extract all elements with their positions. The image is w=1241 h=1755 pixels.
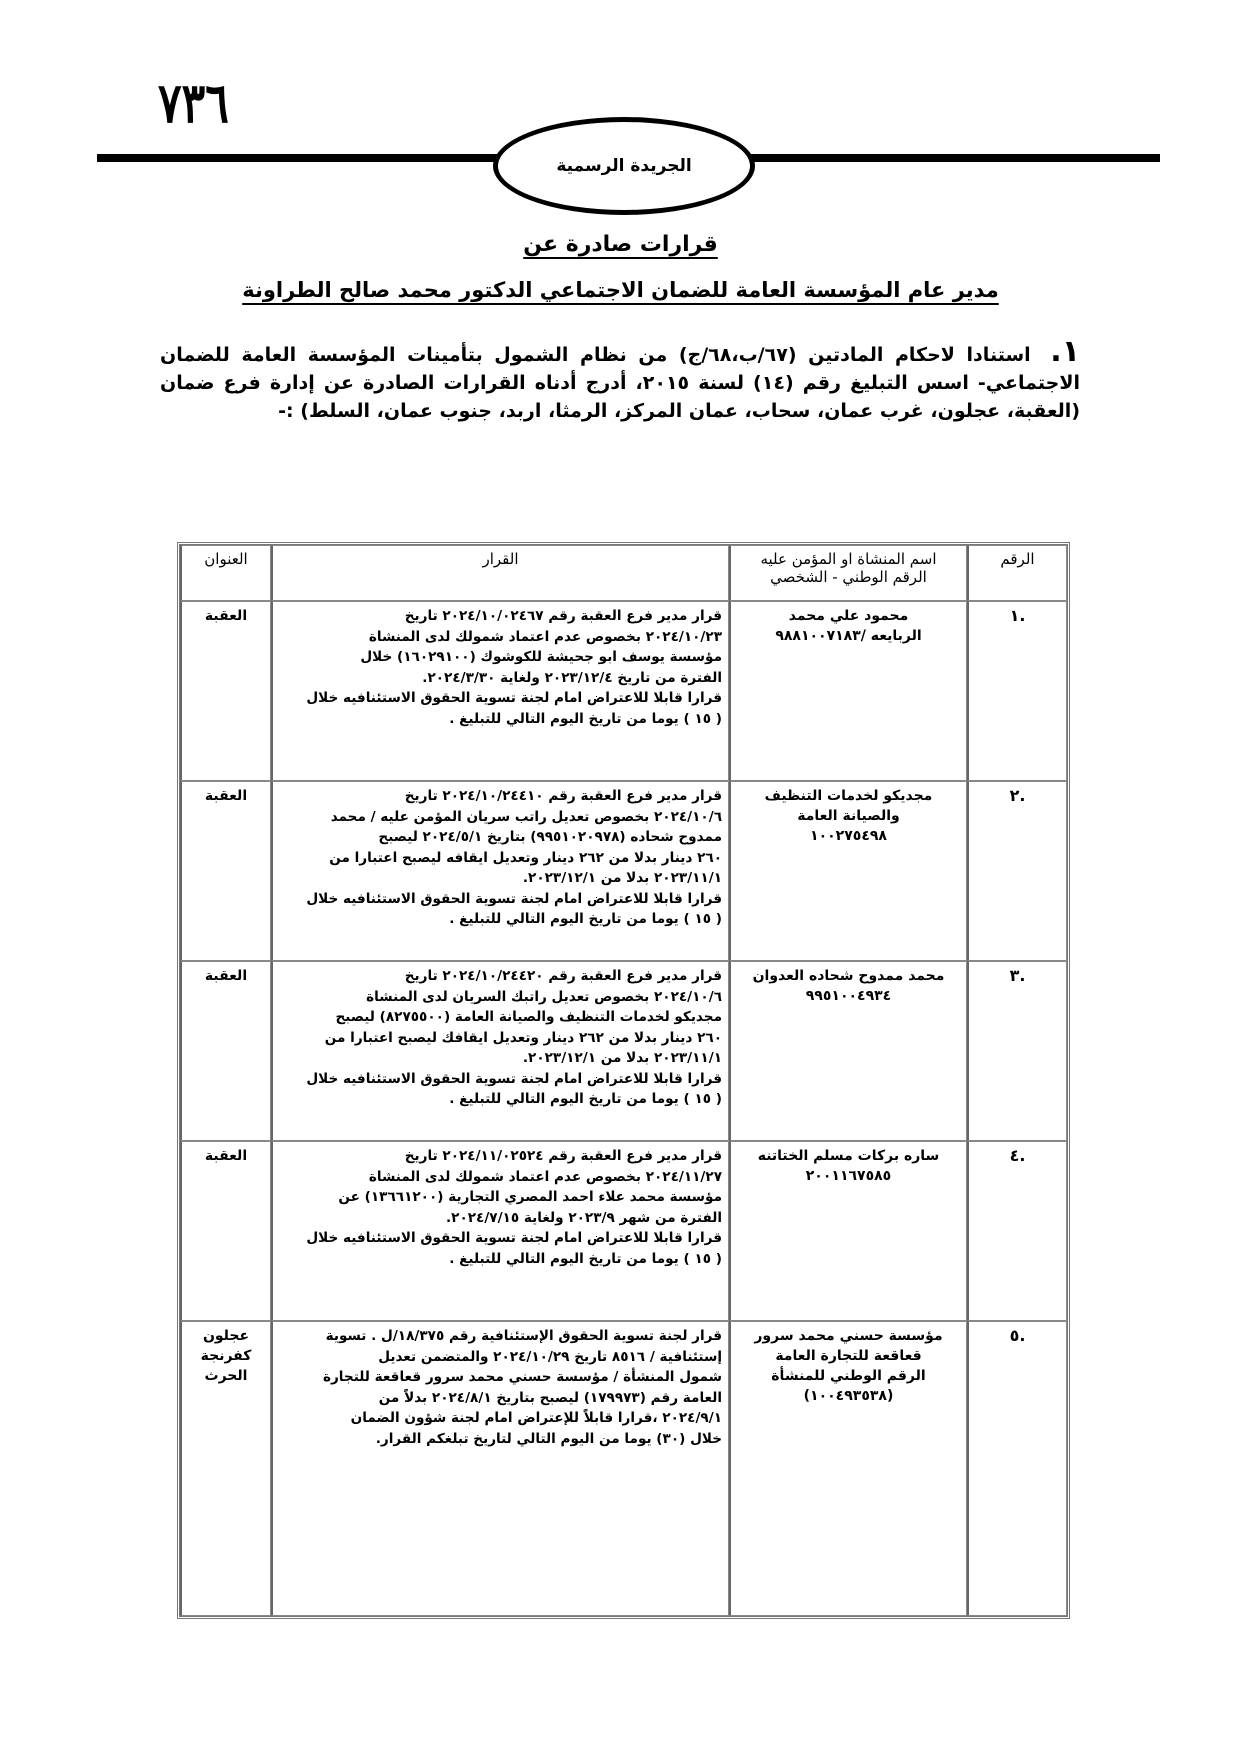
row-address (180, 961, 271, 1141)
decision-text-line: قرارا قابلا للاعتراض امام لجنة تسوية الحقوق الاستئنافيه خلال (306, 1070, 722, 1087)
table-body (180, 601, 1067, 1616)
table-row (180, 1321, 1067, 1616)
decision-text-line: ( ١٥ ) يوما من تاريخ اليوم التالي للتبليغ . (449, 1091, 722, 1107)
header-name-line1: اسم المنشاة او المؤمن عليه (760, 550, 937, 568)
row-address (180, 1321, 271, 1616)
table-row (180, 781, 1067, 961)
row-entity-name (729, 961, 967, 1141)
section-title (0, 232, 1241, 257)
entity-name-line: ساره بركات مسلم الختاتنه (757, 1148, 940, 1164)
row-number: .٥ (967, 1321, 1067, 1616)
row-address (180, 781, 271, 961)
decision-text-line: الفترة من تاريخ ٢٠٢٣/١٢/٤ ولغاية ٢٠٢٤/٣/٣٠. (422, 669, 722, 686)
decision-text-line: قرار مدير فرع العقبة رقم ٢٠٢٤/١١/٠٢٥٢٤ تاريخ (404, 1148, 722, 1164)
page-number: ٧٣٦ (158, 72, 229, 136)
decision-text-line: قرار مدير فرع العقبة رقم ٢٠٢٤/١٠/٢٤٤١٠ تاريخ (404, 788, 722, 804)
row-decision (271, 781, 729, 961)
intro-text: استنادا لاحكام المادتين (٦٧/ب،٦٨/ج) من نظام الشمول بتأمينات المؤسسة العامة للضمان الاجتماعي- اسس التبليغ رقم (١٤) لسنة ٢٠١٥، أدرج أدناه القرارات الصادرة عن إدارة فرع ضمان (العقبة، عجلون، غرب عمان، سحاب، عمان المركز، الرمثا، اربد، جنوب عمان، السلط) :- (160, 344, 1080, 422)
table-header-row (180, 545, 1067, 601)
entity-name-line: محمود علي محمد (788, 608, 909, 624)
decision-text-line: ( ١٥ ) يوما من تاريخ اليوم التالي للتبليغ . (449, 911, 722, 927)
entity-name-line: ١٠٠٢٧٥٤٩٨ (810, 828, 887, 844)
table-row (180, 601, 1067, 781)
decision-text-line: ٢٠٢٤/١٠/٢٣ بخصوص عدم اعتماد شمولك لدى المنشاة (368, 628, 722, 645)
address-line: العقبة (204, 788, 248, 804)
address-line: كفرنجة (200, 1348, 252, 1364)
decision-text-line: ٢٠٢٤/٩/١ ،قرارا قابلاً للإعتراض امام لجنة شؤون الضمان (350, 1410, 722, 1426)
decision-text-line: قرارا قابلا للاعتراض امام لجنة تسوية الحقوق الاستئنافيه خلال (306, 690, 722, 706)
decision-text-line: قرارا قابلا للاعتراض امام لجنة تسوية الحقوق الاستئنافيه خلال (306, 890, 722, 907)
section-subtitle (0, 278, 1241, 302)
row-number: .٣ (967, 961, 1067, 1141)
header-name (729, 545, 967, 601)
entity-name-line: قعاقعة للتجارة العامة (775, 1348, 922, 1364)
table-row (180, 1141, 1067, 1321)
address-line: عجلون (202, 1328, 250, 1344)
decision-text-line: شمول المنشأة / مؤسسة حسني محمد سرور قعاقعة للتجارة (322, 1369, 722, 1385)
section-title-line2: مدير عام المؤسسة العامة للضمان الاجتماعي الدكتور محمد صالح الطراونة (242, 278, 999, 302)
decision-text-line: العامة رقم (١٧٩٩٧٣) ليصبح بتاريخ ٢٠٢٤/٨/١ بدلاً من (378, 1389, 722, 1406)
decision-text-line: ٢٦٠ دينار بدلا من ٢٦٢ دينار وتعديل ايقافك ليصبح اعتبارا من (324, 1029, 722, 1046)
decision-text-line: قرار مدير فرع العقبة رقم ٢٠٢٤/١٠/٢٤٤٢٠ تاريخ (404, 968, 722, 984)
row-number: .٤ (967, 1141, 1067, 1321)
header-rule-left (97, 154, 497, 162)
entity-name-line: الرقم الوطني للمنشأة (771, 1368, 926, 1384)
decision-text-line: ٢٠٢٤/١١/٢٧ بخصوص عدم اعتماد شمولك لدى المنشاة (368, 1168, 722, 1185)
entity-name-line: ٩٩٥١٠٠٤٩٣٤ (805, 988, 892, 1004)
decision-text-line: الفترة من شهر ٢٠٢٣/٩ ولغاية ٢٠٢٤/٧/١٥. (445, 1209, 722, 1226)
header-decision: القرار (271, 545, 729, 601)
entity-name-line: والصيانة العامة (797, 808, 900, 824)
decision-text-line: ٢٦٠ دينار بدلا من ٢٦٢ دينار وتعديل ايقافه ليصبح اعتبارا من (329, 849, 722, 866)
decisions-table (177, 542, 1070, 1619)
row-entity-name (729, 601, 967, 781)
decision-text-line: مؤسسة محمد علاء احمد المصري التجارية (١٣٦٦١٢٠٠) عن (338, 1189, 722, 1205)
decision-text-line: قرارا قابلا للاعتراض امام لجنة تسوية الحقوق الاستئنافيه خلال (306, 1230, 722, 1246)
entity-name-line: (١٠٠٤٩٣٥٣٨) (803, 1388, 894, 1404)
address-line: العقبة (204, 608, 248, 624)
header-address: العنوان (180, 545, 271, 601)
row-number: .٢ (967, 781, 1067, 961)
gazette-masthead-title: الجريدة الرسمية (556, 156, 692, 176)
entity-name-line: مجديكو لخدمات التنظيف (764, 788, 933, 804)
intro-paragraph (160, 334, 1080, 425)
header-name-line2: الرقم الوطني - الشخصي (770, 568, 927, 586)
decision-text-line: ٢٠٢٣/١١/١ بدلا من ٢٠٢٣/١٢/١. (522, 870, 722, 886)
decision-text-line: ( ١٥ ) يوما من تاريخ اليوم التالي للتبليغ . (449, 710, 722, 727)
decision-text-line: مؤسسة يوسف ابو جحيشة للكوشوك (١٦٠٢٩١٠٠) خلال (360, 649, 722, 665)
header-rule-right (745, 154, 1160, 162)
address-line: العقبة (204, 968, 248, 984)
gazette-masthead-ellipse (493, 117, 755, 215)
header-number: الرقم (967, 545, 1067, 601)
decision-text-line: مجديكو لخدمات التنظيف والصيانة العامة (٨٢٧٥٥٠٠) ليصبح (335, 1009, 722, 1025)
row-number: .١ (967, 601, 1067, 781)
decision-text-line: ( ١٥ ) يوما من تاريخ اليوم التالي للتبليغ . (449, 1250, 722, 1267)
row-decision (271, 961, 729, 1141)
section-title-line1: قرارات صادرة عن (523, 232, 718, 257)
row-address (180, 1141, 271, 1321)
intro-item-number: ١. (1050, 334, 1080, 369)
row-entity-name (729, 1141, 967, 1321)
entity-name-line: مؤسسة حسني محمد سرور (754, 1328, 943, 1344)
row-address (180, 601, 271, 781)
decision-text-line: ٢٠٢٤/١٠/٦ بخصوص تعديل راتبك السريان لدى المنشاة (366, 988, 722, 1005)
entity-name-line: ٢٠٠١١٦٧٥٨٥ (805, 1168, 892, 1184)
decision-text-line: ممدوح شحاده (٩٩٥١٠٢٠٩٧٨) بتاريخ ٢٠٢٤/٥/١ ليصبح (378, 829, 722, 845)
entity-name-line: الربايعه /٩٨٨١٠٠٧١٨٣ (775, 628, 922, 644)
table-row (180, 961, 1067, 1141)
decision-text-line: خلال (٣٠) يوما من اليوم التالي لتاريخ تبلغكم القرار. (375, 1430, 722, 1447)
address-line: العقبة (204, 1148, 248, 1164)
decision-text-line: قرار لجنة تسوية الحقوق الإستئنافية رقم ١٨/٣٧٥/ل . تسوية (325, 1328, 722, 1344)
decision-text-line: ٢٠٢٤/١٠/٦ بخصوص تعديل راتب سريان المؤمن عليه / محمد (330, 808, 722, 825)
row-entity-name (729, 781, 967, 961)
row-decision (271, 1141, 729, 1321)
row-decision (271, 601, 729, 781)
address-line: الحرث (204, 1368, 248, 1384)
decision-text-line: ٢٠٢٣/١١/١ بدلا من ٢٠٢٣/١٢/١. (522, 1050, 722, 1066)
entity-name-line: محمد ممدوح شحاده العدوان (752, 968, 945, 984)
decision-text-line: إستئنافية / ٨٥١٦ تاريخ ٢٠٢٤/١٠/٢٩ والمتضمن تعديل (378, 1348, 722, 1365)
decision-text-line: قرار مدير فرع العقبة رقم ٢٠٢٤/١٠/٠٢٤٦٧ تاريخ (404, 608, 722, 624)
row-entity-name (729, 1321, 967, 1616)
row-decision (271, 1321, 729, 1616)
